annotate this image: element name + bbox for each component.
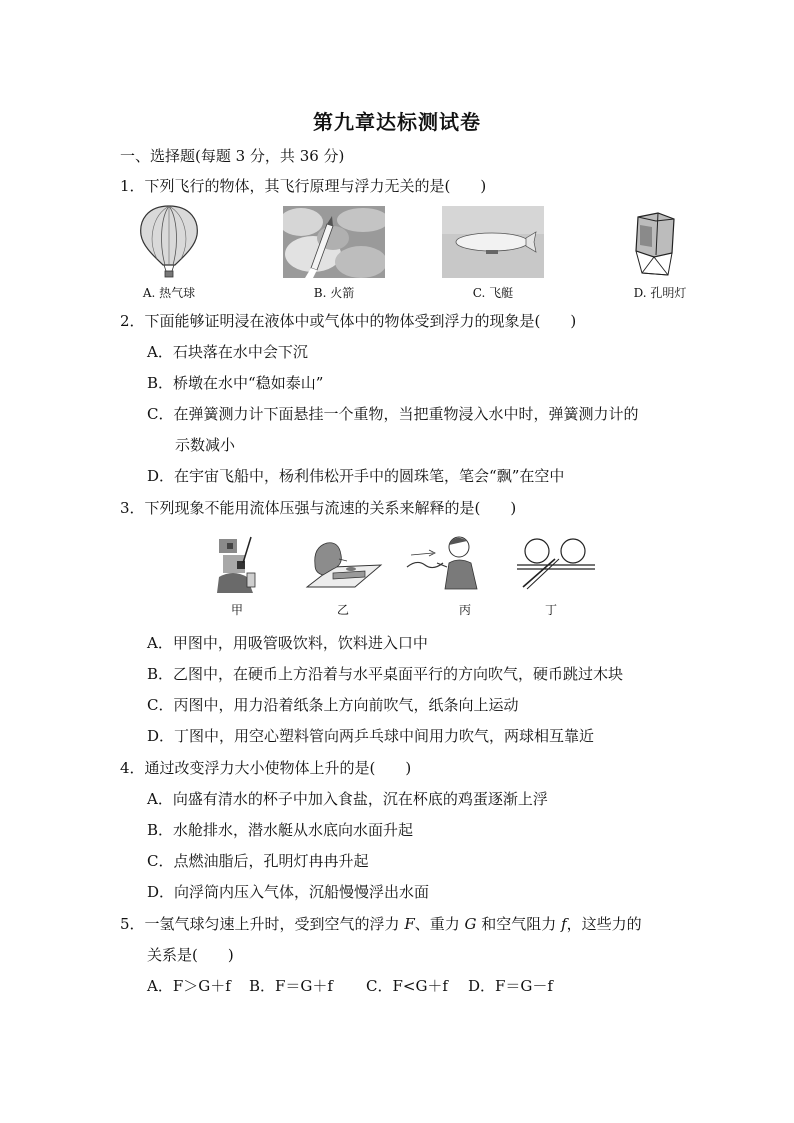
question-5-option-d: D．F＝G－f: [468, 977, 553, 995]
question-5-stem-line-2: 关系是( ): [147, 946, 234, 964]
question-1-stem: 1．下列飞行的物体，其飞行原理与浮力无关的是( ): [120, 177, 487, 195]
question-2-stem: 2．下面能够证明浸在液体中或气体中的物体受到浮力的现象是( ): [120, 312, 577, 330]
question-3-stem: 3．下列现象不能用流体压强与流速的关系来解释的是( ): [120, 499, 517, 517]
question-5-stem-part-2: 、重力: [414, 915, 465, 933]
question-3-caption-yi: 乙: [336, 603, 349, 617]
question-5-option-a: A．F＞G＋f: [147, 977, 231, 995]
page-title: 第九章达标测试卷: [313, 110, 481, 134]
question-5-stem-part-4: ，这些力的: [566, 915, 642, 933]
blow-paper-icon: [403, 533, 483, 593]
question-5-var-f-resistance: f: [561, 915, 567, 933]
hot-air-balloon-icon: [133, 203, 205, 279]
question-3-caption-ding: 丁: [544, 603, 557, 617]
question-3-option-d: D．丁图中，用空心塑料管向两乒乓球中间用力吹气，两球相互靠近: [147, 727, 595, 745]
section-heading: 一、选择题(每题 3 分，共 36 分): [120, 147, 345, 165]
question-1-caption-b: B. 火箭: [313, 286, 355, 300]
question-4-option-c: C．点燃油脂后，孔明灯冉冉升起: [147, 852, 369, 870]
question-4-stem: 4．通过改变浮力大小使物体上升的是( ): [120, 759, 412, 777]
question-2-option-d: D．在宇宙飞船中，杨利伟松开手中的圆珠笔，笔会“飘”在空中: [147, 467, 565, 485]
question-5-option-c: C．F<G＋f: [366, 977, 448, 995]
rocket-icon: [283, 206, 385, 278]
question-5-var-g-gravity: G: [464, 915, 477, 933]
question-5-stem-part-3: 和空气阻力: [476, 915, 562, 933]
question-3-option-c: C．丙图中，用力沿着纸条上方向前吹气，纸条向上运动: [147, 696, 519, 714]
sky-lantern-icon: [628, 211, 680, 279]
question-4-option-d: D．向浮筒内压入气体，沉船慢慢浮出水面: [147, 883, 430, 901]
question-4-option-b: B．水舱排水，潜水艇从水底向水面升起: [147, 821, 414, 839]
question-2-option-c-cont: 示数减小: [175, 436, 236, 454]
question-2-option-a: A．石块落在水中会下沉: [147, 343, 308, 361]
question-5-var-f-buoyancy: F: [404, 915, 415, 933]
question-3-option-b: B．乙图中，在硬币上方沿着与水平桌面平行的方向吹气，硬币跳过木块: [147, 665, 624, 683]
question-3-caption-bing: 丙: [458, 603, 471, 617]
ping-pong-balls-icon: [513, 535, 597, 591]
question-3-caption-jia: 甲: [230, 603, 243, 617]
question-1-caption-c: C. 飞艇: [472, 286, 514, 300]
question-5-option-b: B．F＝G＋f: [249, 977, 333, 995]
question-1-caption-d: D. 孔明灯: [633, 286, 687, 300]
blow-coin-icon: [303, 535, 383, 591]
straw-drinking-icon: [213, 533, 261, 593]
question-2-option-b: B．桥墩在水中“稳如泰山”: [147, 374, 324, 392]
question-5-stem-part-1: 5．一氢气球匀速上升时，受到空气的浮力: [120, 915, 405, 933]
question-3-option-a: A．甲图中，用吸管吸饮料，饮料进入口中: [147, 634, 428, 652]
question-4-option-a: A．向盛有清水的杯子中加入食盐，沉在杯底的鸡蛋逐渐上浮: [147, 790, 548, 808]
airship-icon: [442, 206, 544, 278]
question-1-caption-a: A. 热气球: [142, 286, 196, 300]
question-2-option-c: C．在弹簧测力计下面悬挂一个重物，当把重物浸入水中时，弹簧测力计的: [147, 405, 639, 423]
question-5-stem: [120, 914, 642, 934]
